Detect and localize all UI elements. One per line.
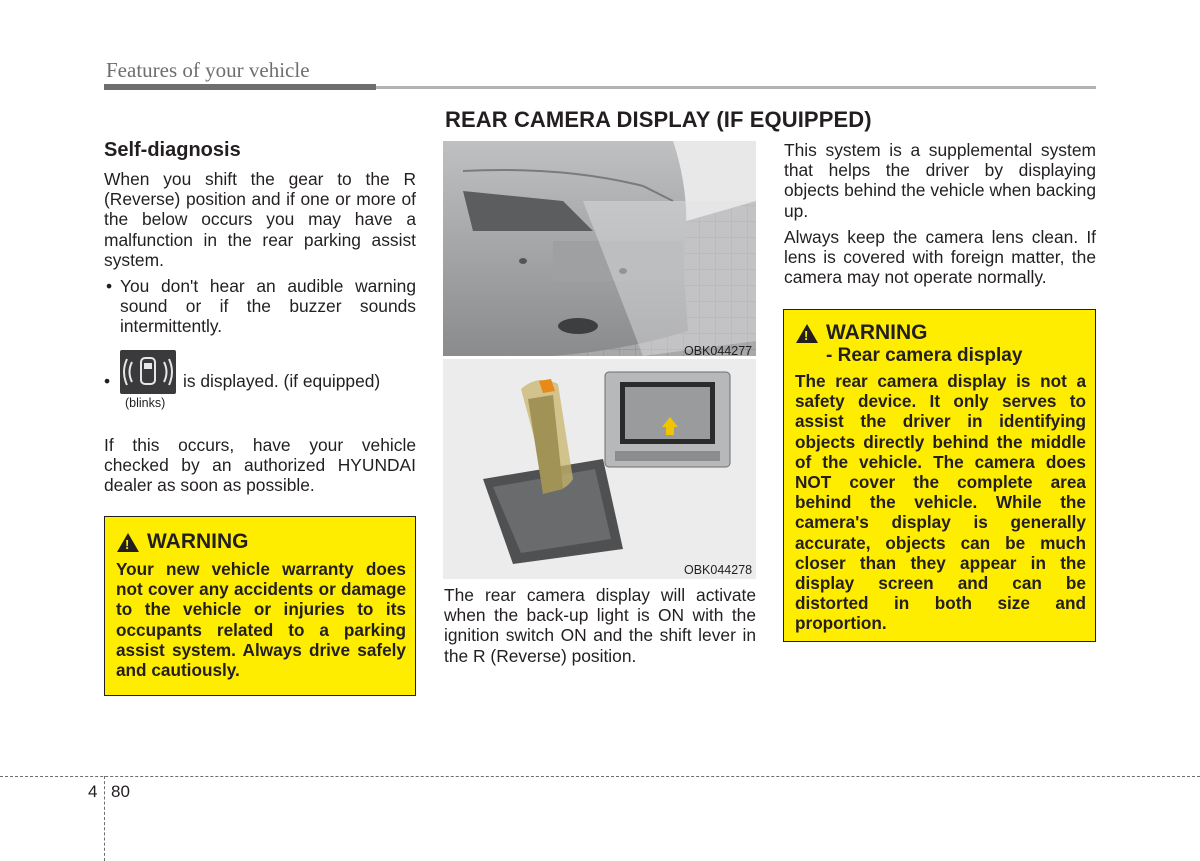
warning-body-left: Your new vehicle warranty does not cover any accidents or damage to the vehicle or injuries to its occupants related to a parking assist system. Always drive safely and cautiously. [116,559,406,681]
warning-body-right: The rear camera display is not a safety device. It only serves to assist the driver in identifying objects directly behind the middle of the vehicle. The camera does NOT cover the complete area behind the vehicle. While the camera's display is generally accurate, objects can be much closer than they appear in the display screen and can be distorted in both size and proportion. [795,371,1086,634]
bullet-text-2: is displayed. (if equipped) [183,371,381,391]
warning-box-right [783,309,1096,642]
image1-code: OBK044277 [684,344,753,358]
warning-triangle-icon [796,324,818,343]
section-title: REAR CAMERA DISPLAY (IF EQUIPPED) [445,107,872,132]
system-description: This system is a supplemental system that helps the driver by displaying objects behind the vehicle when backing up. [784,140,1096,221]
warning-title-text: WARNING [826,321,928,344]
page-number: 80 [111,782,130,801]
icon-caption: (blinks) [125,396,166,410]
advice-paragraph: If this occurs, have your vehicle checked by an authorized HYUNDAI dealer as soon as possible. [104,435,416,496]
footer-vertical-rule [104,776,105,861]
parking-assist-icon [120,350,176,394]
warning-subtitle: - Rear camera display [826,345,1023,366]
warning-box-left [104,516,416,696]
warning-triangle-icon [117,533,139,552]
chapter-number: 4 [88,782,98,801]
rear-car-image [443,141,756,356]
bullet-item-1: • You don't hear an audible warning sound or if the buzzer sounds intermittently. [106,276,416,337]
bullet-dot-2: • [104,371,111,391]
running-header: Features of your vehicle [106,58,310,82]
intro-paragraph: When you shift the gear to the R (Reverse) position and if one or more of the below occurs you may have a malfunction in the rear parking assist system. [104,169,416,270]
image2-code: OBK044278 [684,563,753,577]
lens-advice: Always keep the camera lens clean. If lens is covered with foreign matter, the camera may not operate normally. [784,227,1096,288]
header-rule-accent [104,84,376,90]
footer-rule [0,776,1200,777]
warning-title-text: WARNING [147,530,249,553]
bullet-text-1: You don't hear an audible warning sound or if the buzzer sounds intermittently. [120,276,416,337]
warning-title-left [117,530,249,554]
subhead-self-diagnosis: Self-diagnosis [104,139,241,161]
shifter-display-image [443,359,756,579]
warning-title-right [796,321,928,345]
activation-paragraph: The rear camera display will activate when the back-up light is ON with the ignition switch ON and the shift lever in the R (Reverse) position. [444,585,756,666]
